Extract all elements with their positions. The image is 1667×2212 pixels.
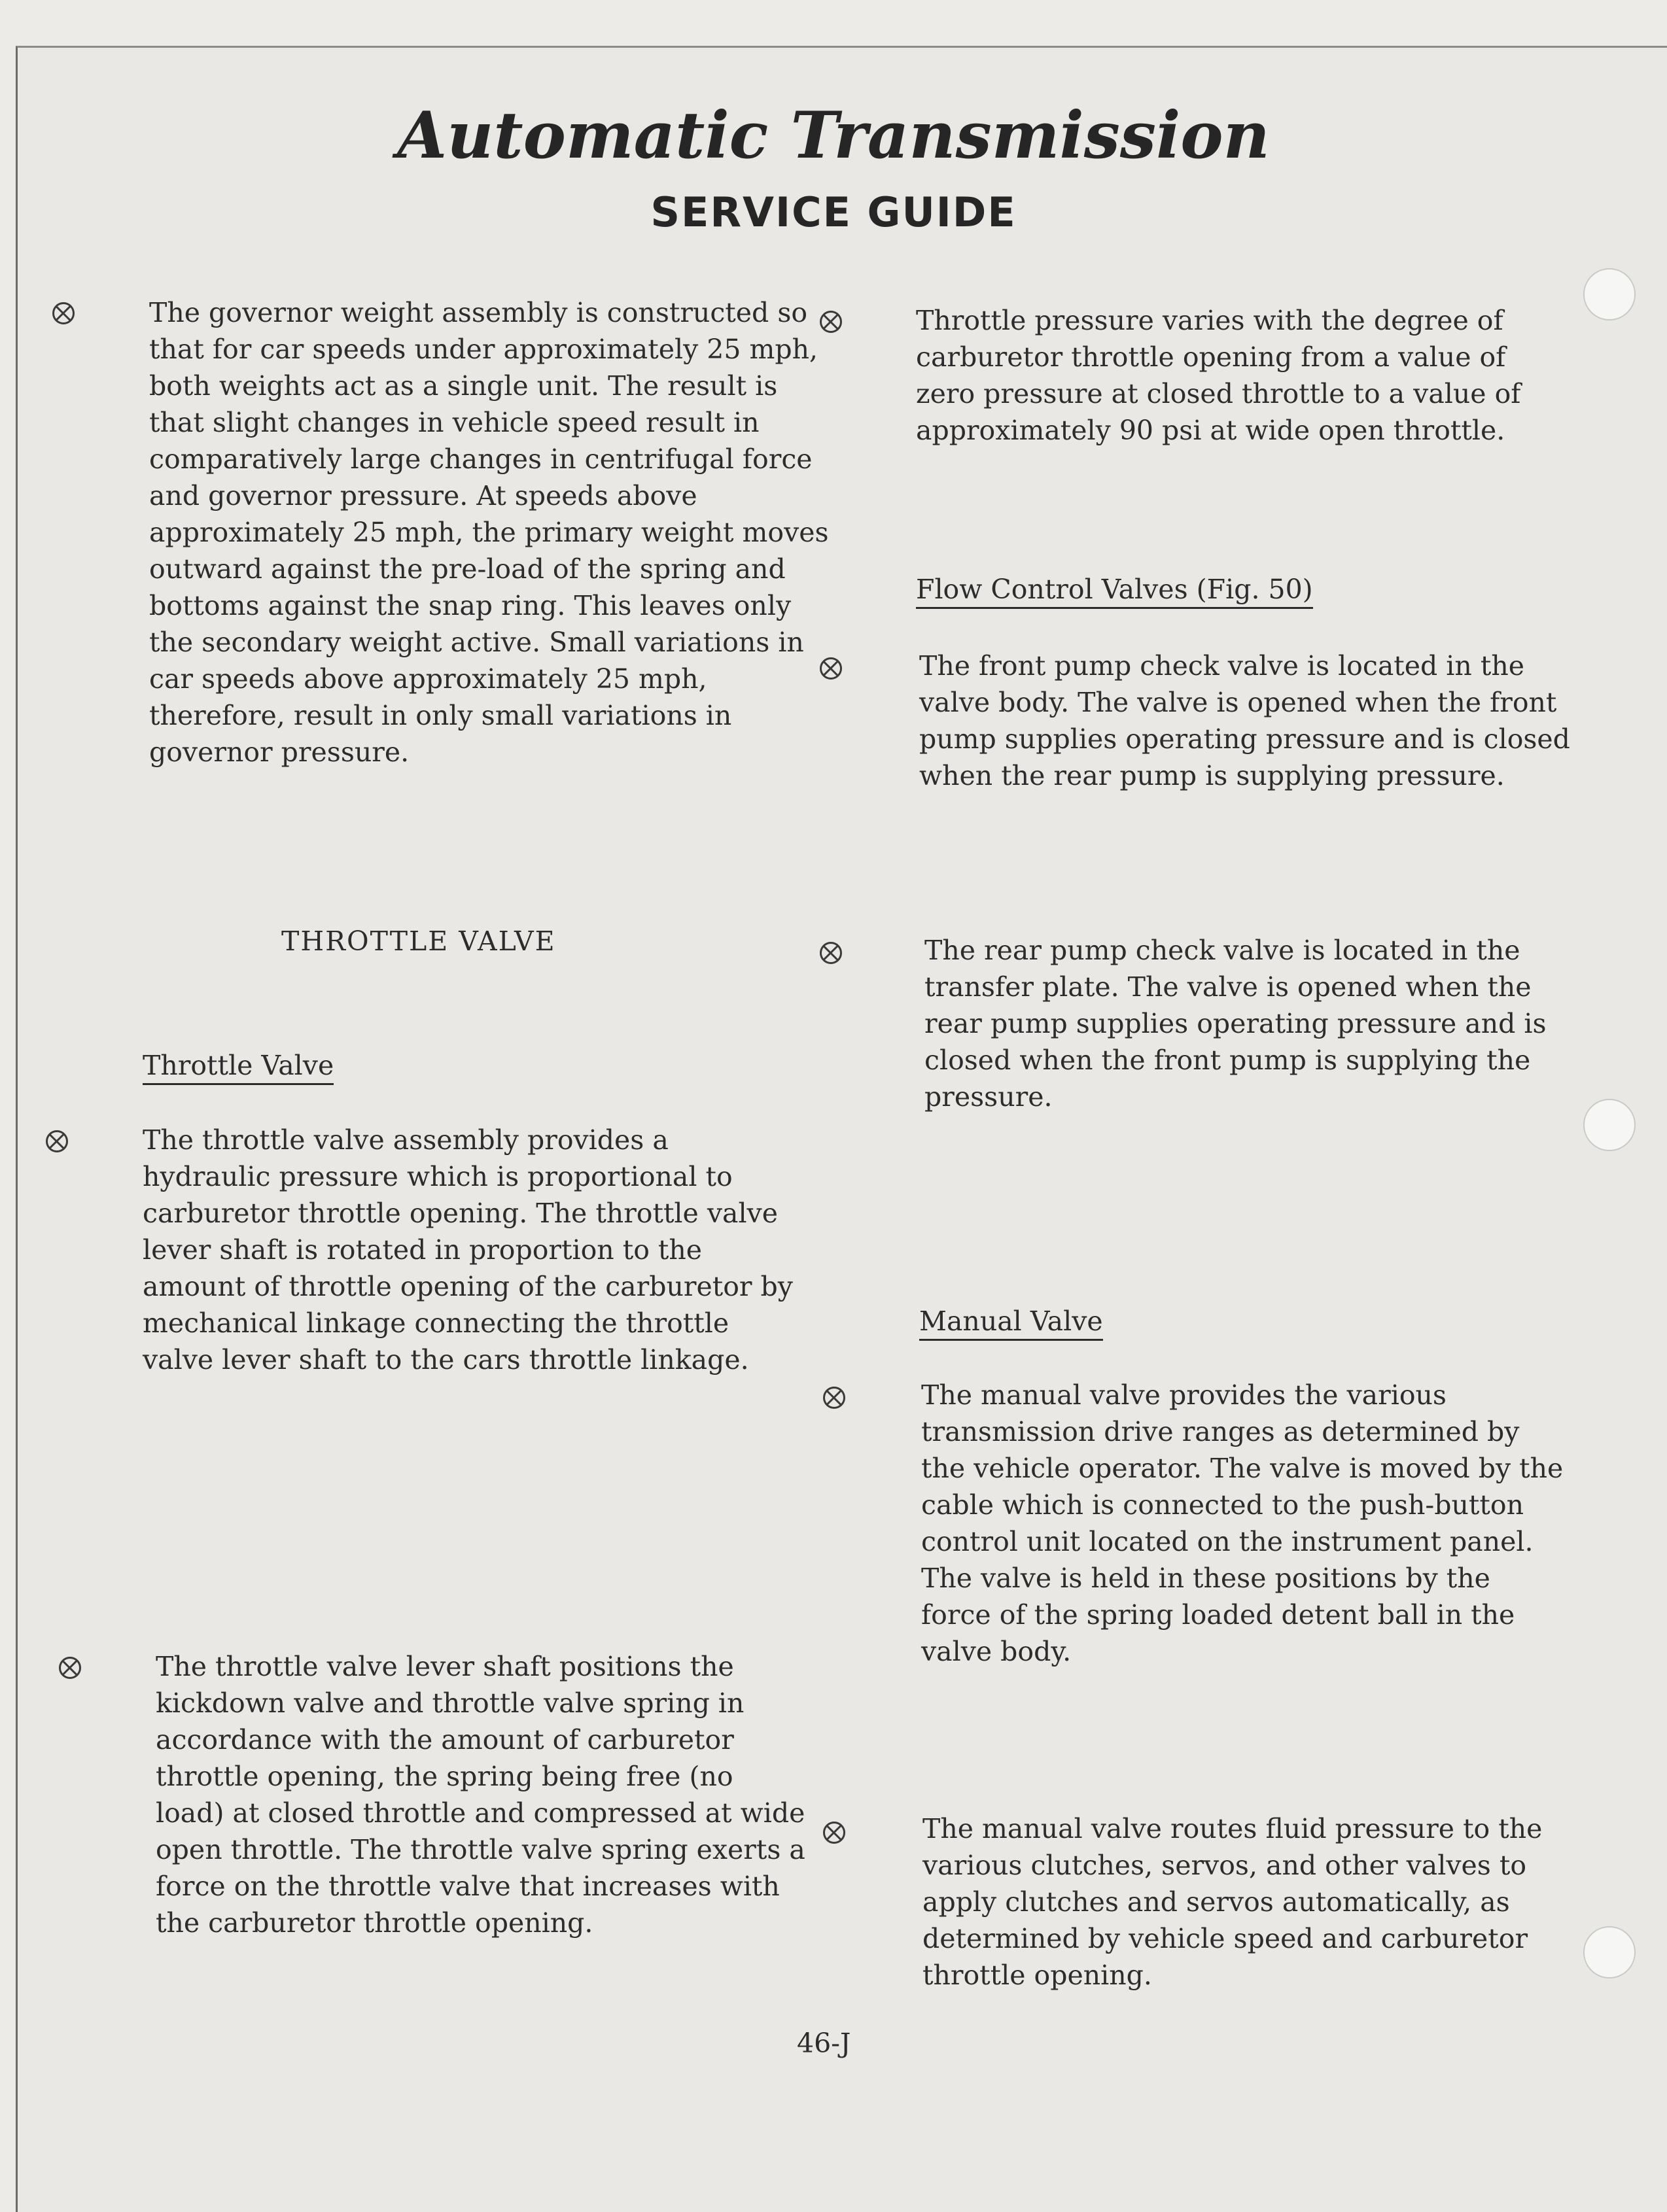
bullet-icon — [52, 302, 75, 324]
paragraph-throttle-pressure: Throttle pressure varies with the degree of carburetor throttle opening from a value of zero pressure at closed throttle to a value of approximately 90 psi at wide open throttle. — [916, 305, 1521, 446]
bullet-icon — [823, 1387, 845, 1409]
paragraph-throttle-lever-shaft: The throttle valve lever shaft positions the kickdown valve and throttle valve spring in accordance with the amount of carburetor throttle opening, the spring being free (no load) at closed throttle and compressed at wide open throttle. The throttle valve spring exerts a force on the throttle valve that increases with the carburetor throttle opening. — [156, 1651, 805, 1939]
bullet-icon — [823, 1822, 845, 1844]
paragraph-rear-pump-check: The rear pump check valve is located in the transfer plate. The valve is opened when the rear pump supplies operating pressure and is closed when the front pump is supplying the pressure. — [924, 935, 1547, 1113]
paragraph-manual-valve-ranges: The manual valve provides the various transmission drive ranges as determined by the vehicle operator. The valve is moved by the cable which is connected to the push-button control unit located on the instrument panel. The valve is held in these positions by the force of the spring loaded detent ball in the valve body. — [921, 1379, 1564, 1667]
paragraph-governor-weight: The governor weight assembly is constructed so that for car speeds under approximately 25 mph, both weights act as a single unit. The result is that slight changes in vehicle speed result in comparatively large changes in centrifugal force and governor pressure. At speeds above approximately 25 mph, the primary weight moves outward against the pre-load of the spring and bottoms against the snap ring. This leaves only the secondary weight active. Small variations in car speeds above approximately 25 mph, therefore, result in only small variations in governor pressure. — [149, 297, 829, 768]
paragraph-throttle-valve-assembly: The throttle valve assembly provides a hydraulic pressure which is proportional to carburetor throttle opening. The throttle valve lever shaft is rotated in proportion to the amount of throttle opening of the carburetor by mechanical linkage connecting the throttle valve lever shaft to the cars throttle linkage. — [143, 1124, 793, 1375]
binder-hole — [1583, 268, 1636, 320]
paragraph-front-pump-check: The front pump check valve is located in the valve body. The valve is opened when the front pump supplies operating pressure and is closed when the rear pump is supplying pressure. — [919, 650, 1570, 791]
section-title-throttle-valve: THROTTLE VALVE — [281, 925, 556, 957]
bullet-icon — [59, 1657, 81, 1679]
page-title: Automatic Transmission — [397, 98, 1270, 173]
binder-hole — [1583, 1926, 1636, 1979]
page-subtitle: SERVICE GUIDE — [650, 188, 1017, 236]
heading-throttle-valve: Throttle Valve — [143, 1049, 334, 1085]
heading-manual-valve: Manual Valve — [919, 1305, 1103, 1341]
binder-hole — [1583, 1099, 1636, 1151]
bullet-icon — [820, 942, 842, 964]
bullet-icon — [820, 311, 842, 333]
paragraph-manual-valve-routes: The manual valve routes fluid pressure to the various clutches, servos, and other valves to apply clutches and servos automatically, as determined by vehicle speed and carburetor throttle opening. — [922, 1813, 1543, 1991]
page-number: 46-J — [797, 2028, 851, 2059]
bullet-icon — [820, 657, 842, 680]
heading-flow-control-valves: Flow Control Valves (Fig. 50) — [916, 573, 1313, 609]
bullet-icon — [46, 1130, 68, 1152]
